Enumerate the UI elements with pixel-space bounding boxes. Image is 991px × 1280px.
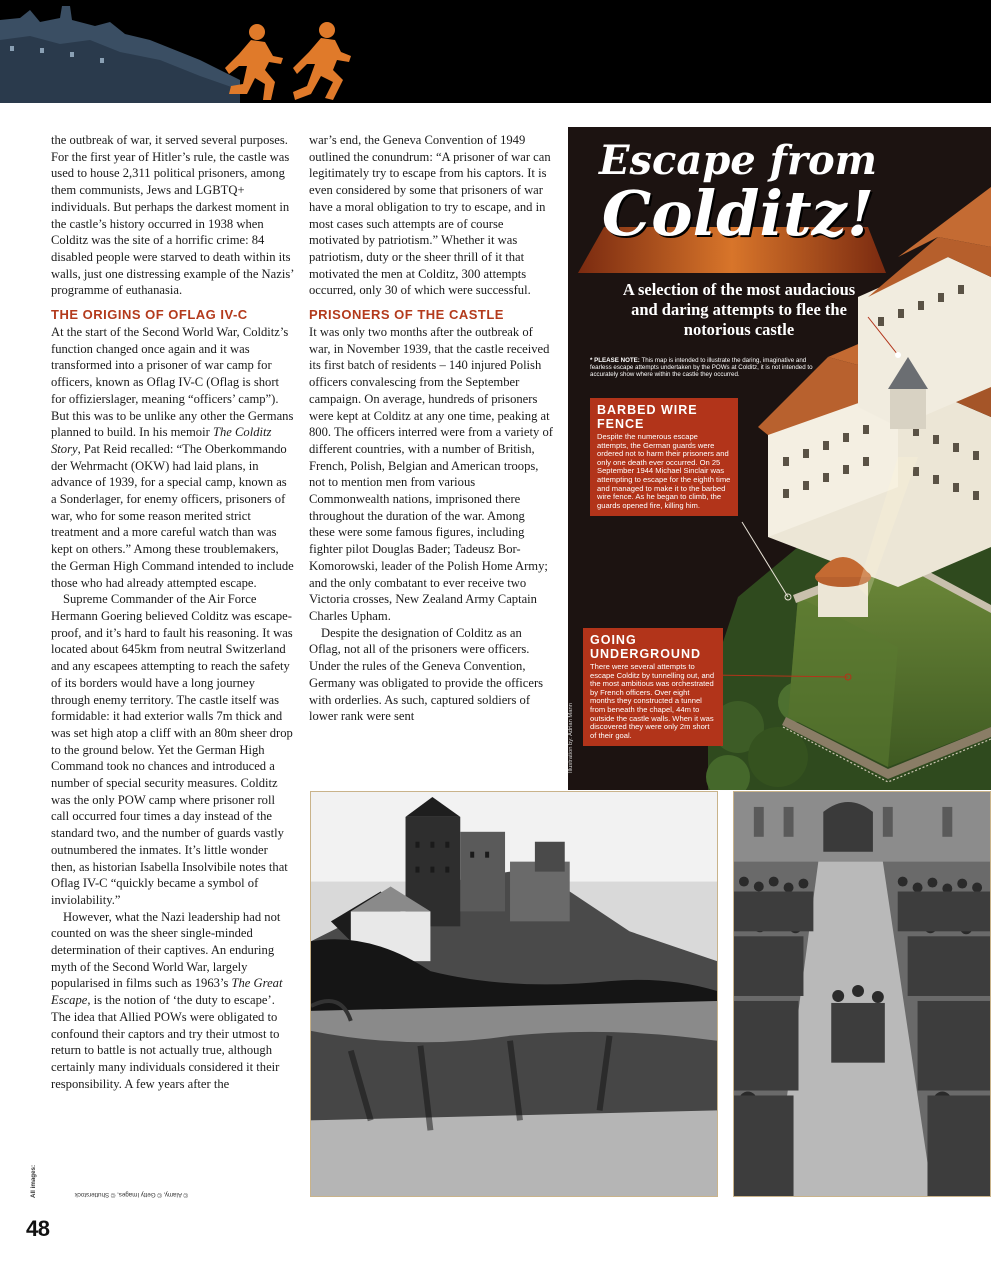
photo-colditz-castle-river [310,791,718,1197]
running-escapees-icon [215,22,355,102]
prisoners-courtyard-image [734,792,990,1196]
castle-river-image [311,792,717,1196]
column-2-intro-paragraph: war’s end, the Geneva Convention of 1949 outlined the conundrum: “A prisoner of war can legitimately try to escape from his captors. It is even considered by some that prisoners of war have a moral obligation to try to escape, and in most cases such attempts are of course motivated by patriotism.” Whether it was patriotism, duty or the sheer thrill of it that motivated the men at Colditz, 300 attempts occurred, only 30 of which were successful. [309,133,551,298]
book-title-colditz-story: The Colditz Story [51,425,272,456]
feature-title [568,137,908,250]
feature-subtitle: A selection of the most audacious and daring attempts to flee the notorious castle [622,280,856,339]
page-number: 48 [26,1216,50,1241]
column-2-paragraph-1: It was only two months after the outbreak of war, in November 1939, that the castle received its first batch of residents – 140 injured Polish officers convalescing from the September campaign. On average, hundreds of prisoners were kept at Colditz at any one time, peaking at 800. The officers interred were from a variety of different countries, with a number of British, French, Polish, Belgian and American troops, not to mention men from various Commonwealth nations, imprisoned there throughout the duration of the war. Among these were some famous figures, including fighter pilot Douglas Bader; Tadeusz Bor-Komorowski, leader of the Polish Home Army; and the only combatant to ever receive two Victoria crosses, New Zealand Army Captain Charles Upham. [309,325,553,623]
feature-title-line-2: Colditz! [601,177,875,250]
photo-prisoners-roll-call [733,791,991,1197]
section-heading-origins: THE ORIGINS OF OFLAG IV-C [51,307,248,323]
feature-disclaimer-note: * PLEASE NOTE: This map is intended to illustrate the daring, imaginative and fearless escape attempts undertaken by the POWs at Colditz, it is not intended to accurately show where within the castle they occurred. [590,357,813,378]
column-1-paragraph-2: Supreme Commander of the Air Force Hermann Goering believed Colditz was escape-proof, and it’s hard to fault his reasoning. It was located about 645km from neutral Switzerland and any escapees attempting to reach the safety of its borders would have a long journey through enemy territory. The castle itself was formidable: it had exterior walls 7m thick and was set high atop a cliff with an 80m sheer drop to the ground below. Yet the German High Command took no chances and introduced a number of special security measures. Colditz was the only POW camp where prisoner roll call occurred four times a day instead of the standard two, and the number of guards vastly outnumbered the inmates. It’s little wonder then, as historian Isabella Insolvibile notes that Oflag IV-C “quickly became a symbol of inviolability.” [51,592,293,907]
castle-silhouette-illustration [0,0,240,103]
column-1-intro-paragraph: the outbreak of war, it served several purposes. For the first year of Hitler’s rule, the castle was used to house 2,311 political prisoners, among them communists, Jews and LGBTQ+ individuals. But perhaps the darkest moment in the castle’s history occurred in 1938 when Colditz was the site of a horrific crime: 84 disabled people were starved to death within its walls, just one distressing example of the Nazis’ programme of euthanasia. [51,133,294,298]
callout-title: BARBED WIRE FENCE [597,403,698,431]
illustration-credit: Illustration by: Adrian Mann [568,703,574,773]
column-1-paragraph-3: However, what the Nazi leadership had not counted on was the sheer single-minded determination of their captives. An enduring myth of the Second World War, largely popularised in films such as 1963’s The Great Escape, is the notion of ‘the duty to escape’. The idea that Allied POWs were obligated to confound their captors and try their utmost to return to battle is not actually true, although certainly many individuals considered it their responsibility. A few years after the [51,909,283,1091]
callout-text: There were several attempts to escape Colditz by tunnelling out, and the most ambitious was orchestrated by French officers. Over eight months they constructed a tunnel from beneath the chapel, 44m to outside the castle walls. When it was discovered they were only 2m short of their goal. [590,662,715,740]
escape-feature-panel [568,127,991,790]
callout-going-underground [583,628,723,746]
top-banner [0,0,991,103]
column-2-paragraph-2: Despite the designation of Colditz as an Oflag, not all of the prisoners were officers. Under the rules of the Geneva Convention, Germany was obligated to provide the officers with orderlies. As such, captured soldiers of lower rank were sent [309,625,544,724]
callout-text: Despite the numerous escape attempts, the German guards were ordered not to harm their prisoners and only one death ever occurred. On 25 September 1944 Michael Sinclair was attempting to escape for the eighth time and managed to make it to the barbed wire fence. As he began to climb, the guards opened fire, killing him. [597,432,731,510]
callout-title: GOING UNDERGROUND [590,633,701,661]
text-column-2 [309,132,553,725]
film-title-great-escape: The Great Escape [51,976,283,1008]
section-heading-prisoners: PRISONERS OF THE CASTLE [309,307,504,323]
text-column-1 [51,132,295,1092]
image-credits: All images: © Alamy, © Getty Images, © Shutterstock [30,1164,188,1198]
callout-barbed-wire-fence [590,398,738,516]
feature-title-line-1: Escape from [599,137,877,184]
column-1-paragraph-1: At the start of the Second World War, Colditz’s function changed once again and it was transformed into a prisoner of war camp for officers, known as Oflag IV-C (Oflag is short for offizierslager, meaning “officers’ camp”). But this was to be unlike any other the Germans planned to build. In his memoir The Colditz Story, Pat Reid recalled: “The Oberkommando der Wehrmacht (OKW) had laid plans, in advance of 1939, for a special camp, known as a Sonderlager, for enemy officers, prisoners of war, who for some reason merited strict treatment and a more careful watch than was kept on others.” Among these troublemakers, the German High Command intended to include those who had already attempted escape. [51,325,294,590]
